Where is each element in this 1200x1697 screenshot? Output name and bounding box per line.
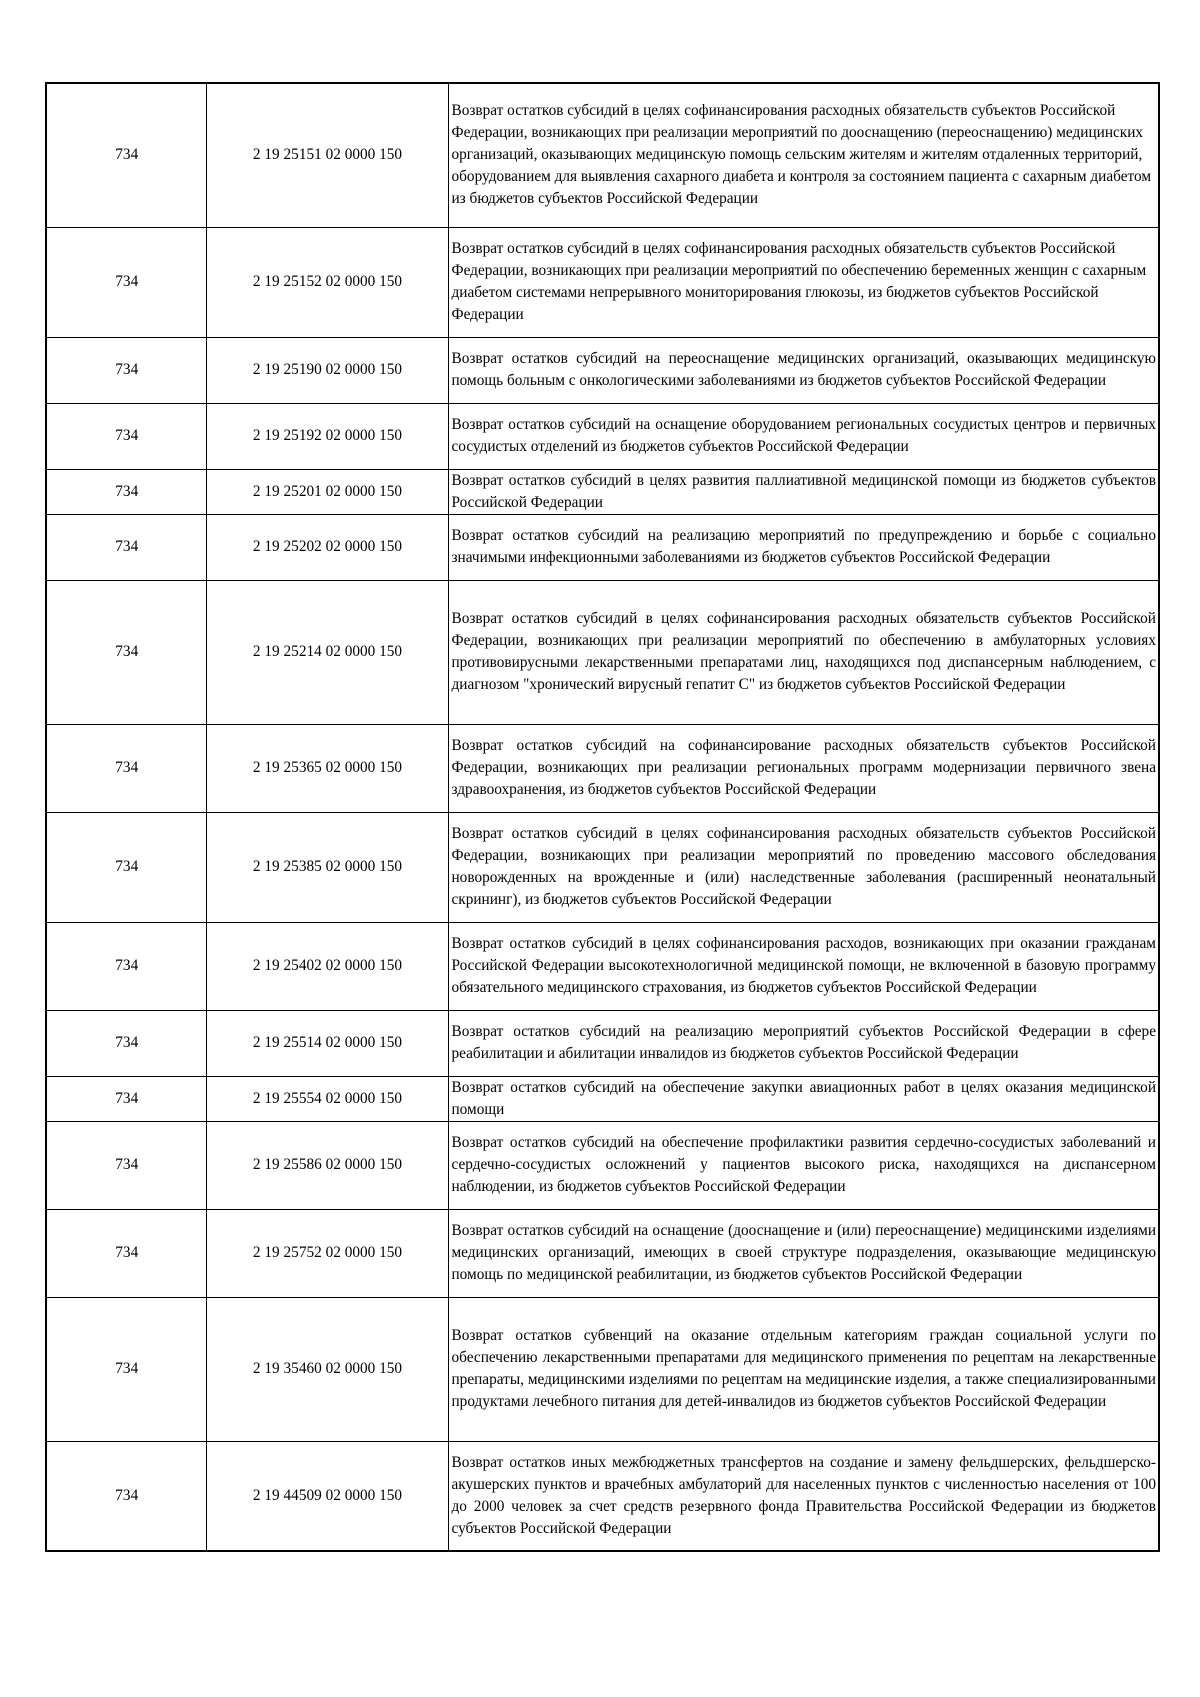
budget-classification-code-cell: 2 19 25151 02 0000 150	[206, 83, 448, 227]
admin-code-cell: 734	[46, 580, 206, 724]
table-row	[46, 469, 1159, 514]
table-row	[46, 1209, 1159, 1297]
description-cell: Возврат остатков субсидий в целях софинансирования расходных обязательств субъектов Российской Федерации, возникающих при реализации мероприятий по дооснащению (переоснащению) медицинских организаций, оказывающих медицинскую помощь сельским жителям и жителям отдаленных территорий, оборудованием для выявления сахарного диабета и контроля за состоянием пациента с сахарным диабетом из бюджетов субъектов Российской Федерации	[448, 83, 1159, 227]
description-cell: Возврат остатков субсидий на переоснащение медицинских организаций, оказывающих медицинскую помощь больным с онкологическими заболеваниями из бюджетов субъектов Российской Федерации	[448, 337, 1159, 403]
admin-code-cell: 734	[46, 83, 206, 227]
admin-code-cell: 734	[46, 1441, 206, 1551]
table-row	[46, 403, 1159, 469]
description-cell: Возврат остатков субсидий в целях софинансирования расходных обязательств субъектов Российской Федерации, возникающих при реализации мероприятий по проведению массового обследования новорожденных на врожденные и (или) наследственные заболевания (расширенный неонатальный скрининг), из бюджетов субъектов Российской Федерации	[448, 812, 1159, 922]
description-cell: Возврат остатков субсидий на оснащение (дооснащение и (или) переоснащение) медицинскими изделиями медицинских организаций, имеющих в своей структуре подразделения, оказывающие медицинскую помощь по медицинской реабилитации, из бюджетов субъектов Российской Федерации	[448, 1209, 1159, 1297]
table-row	[46, 724, 1159, 812]
budget-codes-table	[45, 82, 1160, 1552]
budget-classification-code-cell: 2 19 25385 02 0000 150	[206, 812, 448, 922]
description-cell: Возврат остатков субсидий в целях софинансирования расходных обязательств субъектов Российской Федерации, возникающих при реализации мероприятий по обеспечению в амбулаторных условиях противовирусными лекарственными препаратами лиц, находящихся под диспансерным наблюдением, с диагнозом "хронический вирусный гепатит С" из бюджетов субъектов Российской Федерации	[448, 580, 1159, 724]
admin-code-cell: 734	[46, 1076, 206, 1121]
table-row	[46, 337, 1159, 403]
admin-code-cell: 734	[46, 1010, 206, 1076]
budget-classification-code-cell: 2 19 25190 02 0000 150	[206, 337, 448, 403]
budget-classification-code-cell: 2 19 25202 02 0000 150	[206, 514, 448, 580]
description-cell: Возврат остатков субсидий на софинансирование расходных обязательств субъектов Российской Федерации, возникающих при реализации региональных программ модернизации первичного звена здравоохранения, из бюджетов субъектов Российской Федерации	[448, 724, 1159, 812]
table-row	[46, 514, 1159, 580]
admin-code-cell: 734	[46, 812, 206, 922]
admin-code-cell: 734	[46, 1297, 206, 1441]
admin-code-cell: 734	[46, 922, 206, 1010]
description-cell: Возврат остатков иных межбюджетных трансфертов на создание и замену фельдшерских, фельдшерско-акушерских пунктов и врачебных амбулаторий для населенных пунктов с численностью населения от 100 до 2000 человек за счет средств резервного фонда Правительства Российской Федерации из бюджетов субъектов Российской Федерации	[448, 1441, 1159, 1551]
description-cell: Возврат остатков субсидий в целях софинансирования расходов, возникающих при оказании гражданам Российской Федерации высокотехнологичной медицинской помощи, не включенной в базовую программу обязательного медицинского страхования, из бюджетов субъектов Российской Федерации	[448, 922, 1159, 1010]
description-cell: Возврат остатков субвенций на оказание отдельным категориям граждан социальной услуги по обеспечению лекарственными препаратами для медицинского применения по рецептам на лекарственные препараты, медицинскими изделиями по рецептам на медицинские изделия, а также специализированными продуктами лечебного питания для детей-инвалидов из бюджетов субъектов Российской Федерации	[448, 1297, 1159, 1441]
table-row	[46, 812, 1159, 922]
table-row	[46, 227, 1159, 337]
admin-code-cell: 734	[46, 403, 206, 469]
budget-classification-code-cell: 2 19 25514 02 0000 150	[206, 1010, 448, 1076]
budget-classification-code-cell: 2 19 25586 02 0000 150	[206, 1121, 448, 1209]
budget-classification-code-cell: 2 19 25152 02 0000 150	[206, 227, 448, 337]
budget-classification-code-cell: 2 19 35460 02 0000 150	[206, 1297, 448, 1441]
table-body	[46, 83, 1159, 1551]
table-row	[46, 1297, 1159, 1441]
admin-code-cell: 734	[46, 337, 206, 403]
description-cell: Возврат остатков субсидий в целях софинансирования расходных обязательств субъектов Российской Федерации, возникающих при реализации мероприятий по обеспечению беременных женщин с сахарным диабетом системами непрерывного мониторирования глюкозы, из бюджетов субъектов Российской Федерации	[448, 227, 1159, 337]
budget-classification-code-cell: 2 19 25402 02 0000 150	[206, 922, 448, 1010]
budget-classification-code-cell: 2 19 25554 02 0000 150	[206, 1076, 448, 1121]
budget-classification-code-cell: 2 19 25214 02 0000 150	[206, 580, 448, 724]
table-row	[46, 1010, 1159, 1076]
admin-code-cell: 734	[46, 1209, 206, 1297]
description-cell: Возврат остатков субсидий в целях развития паллиативной медицинской помощи из бюджетов субъектов Российской Федерации	[448, 469, 1159, 514]
table-row	[46, 1441, 1159, 1551]
budget-classification-code-cell: 2 19 44509 02 0000 150	[206, 1441, 448, 1551]
table-row	[46, 580, 1159, 724]
admin-code-cell: 734	[46, 514, 206, 580]
admin-code-cell: 734	[46, 227, 206, 337]
description-cell: Возврат остатков субсидий на реализацию мероприятий по предупреждению и борьбе с социально значимыми инфекционными заболеваниями из бюджетов субъектов Российской Федерации	[448, 514, 1159, 580]
budget-classification-code-cell: 2 19 25201 02 0000 150	[206, 469, 448, 514]
admin-code-cell: 734	[46, 724, 206, 812]
description-cell: Возврат остатков субсидий на оснащение оборудованием региональных сосудистых центров и первичных сосудистых отделений из бюджетов субъектов Российской Федерации	[448, 403, 1159, 469]
admin-code-cell: 734	[46, 469, 206, 514]
description-cell: Возврат остатков субсидий на реализацию мероприятий субъектов Российской Федерации в сфере реабилитации и абилитации инвалидов из бюджетов субъектов Российской Федерации	[448, 1010, 1159, 1076]
table-row	[46, 1121, 1159, 1209]
admin-code-cell: 734	[46, 1121, 206, 1209]
budget-classification-code-cell: 2 19 25752 02 0000 150	[206, 1209, 448, 1297]
description-cell: Возврат остатков субсидий на обеспечение закупки авиационных работ в целях оказания медицинской помощи	[448, 1076, 1159, 1121]
budget-classification-code-cell: 2 19 25365 02 0000 150	[206, 724, 448, 812]
table-row	[46, 83, 1159, 227]
table-row	[46, 922, 1159, 1010]
description-cell: Возврат остатков субсидий на обеспечение профилактики развития сердечно-сосудистых заболеваний и сердечно-сосудистых осложнений у пациентов высокого риска, находящихся на диспансерном наблюдении, из бюджетов субъектов Российской Федерации	[448, 1121, 1159, 1209]
table-row	[46, 1076, 1159, 1121]
budget-classification-code-cell: 2 19 25192 02 0000 150	[206, 403, 448, 469]
